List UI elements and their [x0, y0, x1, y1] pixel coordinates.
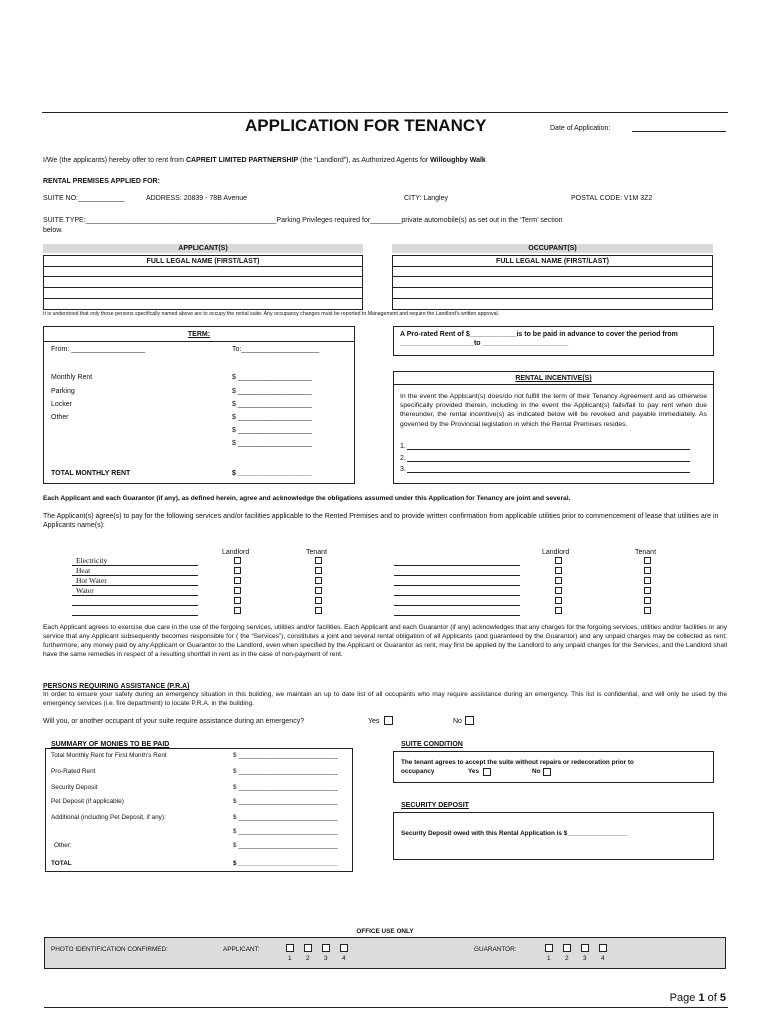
suite-condition-no-checkbox[interactable] — [543, 768, 551, 776]
prorated-line2[interactable]: ___________________to ______________________ — [400, 340, 569, 347]
landlord-checkbox[interactable] — [555, 607, 562, 614]
suite-type-field[interactable]: SUITE TYPE:_________________________________________________Parking Privileges required for________private automobile(s) as set out in the ‘Term’ section — [43, 217, 563, 224]
term-row-label: Other — [51, 414, 69, 421]
pra-heading: PERSONS REQUIRING ASSISTANCE (P.R.A) — [43, 683, 190, 690]
property-name: Willoughby Walk — [430, 157, 486, 164]
applicant-checkbox-number: 1 — [288, 955, 292, 962]
landlord-checkbox[interactable] — [555, 567, 562, 574]
utility-line — [72, 595, 198, 596]
guarantor-id-checkbox[interactable] — [563, 944, 571, 952]
utilities-landlord-header-left: Landlord — [222, 549, 250, 556]
term-row-value[interactable]: $ ___________________ — [232, 427, 312, 434]
suite-condition-no-label: No — [532, 768, 541, 775]
incentive-item-1[interactable] — [400, 442, 690, 451]
utility-line-right[interactable] — [394, 585, 520, 586]
tenant-checkbox[interactable] — [315, 567, 322, 574]
tenant-checkbox[interactable] — [315, 587, 322, 594]
applicant-row-3[interactable] — [44, 287, 362, 288]
page-total: 5 — [719, 992, 726, 1004]
applicants-name-header: FULL LEGAL NAME (FIRST/LAST) — [146, 258, 260, 265]
total-monthly-rent-label: TOTAL MONTHLY RENT — [51, 470, 131, 477]
pra-yes-label: Yes — [368, 718, 380, 725]
total-monthly-rent-value[interactable]: $ ___________________ — [232, 470, 312, 477]
incentive-line-3[interactable] — [407, 472, 690, 473]
page-title: APPLICATION FOR TENANCY — [245, 116, 487, 135]
page-number — [670, 992, 726, 1005]
term-row-label: Monthly Rent — [51, 374, 93, 381]
tenant-checkbox[interactable] — [644, 567, 651, 574]
incentive-heading: RENTAL INCENTIVE(S) — [515, 375, 592, 382]
occupant-row-2[interactable] — [393, 276, 712, 277]
prorated-line1[interactable]: A Pro-rated Rent of $____________is to be paid in advance to cover the period from — [400, 331, 678, 338]
monies-total-label: TOTAL — [51, 860, 72, 867]
security-deposit-text[interactable]: Security Deposit owed with this Rental Application is $_________________ — [401, 830, 628, 837]
landlord-checkbox[interactable] — [234, 607, 241, 614]
office-use-box — [44, 937, 726, 969]
term-box — [43, 326, 355, 484]
applicant-checkbox-number: 4 — [342, 955, 346, 962]
monies-row-value[interactable]: $ ____________________________ — [233, 814, 338, 821]
occupants-name-header: FULL LEGAL NAME (FIRST/LAST) — [496, 258, 609, 265]
applicant-checkbox-number: 3 — [324, 955, 328, 962]
monies-box — [45, 748, 353, 872]
monies-row-value[interactable]: $ ____________________________ — [233, 768, 338, 775]
term-heading: TERM: — [187, 331, 211, 338]
security-deposit-heading: SECURITY DEPOSIT — [401, 802, 469, 809]
landlord-checkbox[interactable] — [555, 587, 562, 594]
date-label: Date of Application: — [550, 125, 611, 132]
guarantor-checkbox-number: 2 — [565, 955, 569, 962]
guarantor-id-checkbox[interactable] — [599, 944, 607, 952]
term-row-value[interactable]: $ ___________________ — [232, 414, 312, 421]
incentive-item-number: 1. — [400, 443, 406, 450]
landlord-checkbox[interactable] — [555, 577, 562, 584]
utility-line-right[interactable] — [394, 605, 520, 606]
monies-row-label: Pro-Rated Rent — [51, 768, 96, 775]
tenant-checkbox[interactable] — [315, 597, 322, 604]
pra-yes-checkbox[interactable] — [384, 716, 393, 725]
term-divider — [44, 341, 354, 342]
utilities-tenant-header-left: Tenant — [306, 549, 328, 556]
postal-code-text: POSTAL CODE: V1M 3Z2 — [571, 195, 653, 202]
incentive-item-number: 2. — [400, 455, 406, 462]
term-row-value[interactable]: $ ___________________ — [232, 374, 312, 381]
incentive-item-2[interactable] — [400, 454, 690, 463]
intro-text — [43, 156, 733, 165]
page-prefix: Page — [669, 992, 696, 1004]
utility-line-right[interactable] — [394, 615, 520, 616]
landlord-checkbox[interactable] — [555, 557, 562, 564]
page-current: 1 — [698, 992, 705, 1004]
guarantor-checkbox-number: 3 — [583, 955, 587, 962]
utility-line — [72, 575, 198, 576]
incentive-divider — [394, 384, 713, 385]
utility-line — [72, 565, 198, 566]
landlord-checkbox[interactable] — [234, 577, 241, 584]
intro-part1: I/We (the applicants) hereby offer to rent from — [43, 157, 184, 164]
incentive-item-3[interactable] — [400, 465, 690, 474]
incentive-line-2[interactable] — [407, 461, 690, 462]
occupant-row-1[interactable] — [393, 266, 712, 267]
date-of-application-label — [550, 124, 610, 133]
photo-id-label: PHOTO IDENTIFICATION CONFIRMED: — [51, 946, 168, 953]
utility-label: Water — [76, 586, 94, 595]
utility-line[interactable] — [72, 615, 198, 616]
applicant-row-4[interactable] — [44, 298, 362, 299]
utility-label: Electricity — [76, 556, 108, 565]
applicant-id-checkbox[interactable] — [304, 944, 312, 952]
tenant-checkbox[interactable] — [644, 607, 651, 614]
landlord-checkbox[interactable] — [234, 567, 241, 574]
monies-row-label: Total Monthly Rent for First Month’s Rent — [51, 752, 167, 759]
applicant-row-2[interactable] — [44, 276, 362, 277]
pra-no-label: No — [453, 718, 462, 725]
applicant-label: APPLICANT: — [223, 946, 260, 953]
applicant-id-checkbox[interactable] — [286, 944, 294, 952]
tenant-checkbox[interactable] — [644, 577, 651, 584]
tenant-checkbox[interactable] — [315, 577, 322, 584]
incentive-box — [393, 371, 714, 484]
landlord-checkbox[interactable] — [555, 597, 562, 604]
applicants-header: APPLICANT(S) — [43, 244, 363, 253]
term-from-field[interactable]: From: ___________________ — [51, 346, 146, 353]
utility-line-right[interactable] — [394, 595, 520, 596]
guarantor-id-checkbox[interactable] — [545, 944, 553, 952]
monies-total-value[interactable]: $ ____________________________ — [233, 860, 338, 867]
utilities-tenant-header-right: Tenant — [635, 549, 657, 556]
term-row-value[interactable]: $ ___________________ — [232, 440, 312, 447]
occupants-table[interactable] — [392, 255, 713, 310]
term-row-value[interactable]: $ ___________________ — [232, 388, 312, 395]
tenant-checkbox[interactable] — [644, 557, 651, 564]
suite-no-field[interactable]: SUITE NO:____________ — [43, 195, 125, 202]
utility-line — [72, 585, 198, 586]
pra-question: Will you, or another occupant of your suite require assistance during an emergency? — [43, 718, 305, 725]
monies-row-value[interactable]: $ ____________________________ — [233, 842, 338, 849]
term-row-label: Locker — [51, 401, 73, 408]
applicant-id-checkbox[interactable] — [340, 944, 348, 952]
term-row-value[interactable]: $ ___________________ — [232, 401, 312, 408]
applicant-row-1[interactable] — [44, 266, 362, 267]
applicants-table[interactable] — [43, 255, 363, 310]
occupant-row-4[interactable] — [393, 298, 712, 299]
monies-row-value[interactable]: $ ____________________________ — [233, 784, 338, 791]
occupants-header: OCCUPANT(S) — [392, 244, 713, 253]
tenant-checkbox[interactable] — [315, 607, 322, 614]
utilities-text: The Applicant(s) agree(s) to pay for the following services and/or facilities applicable to the Rented Premises and to provide written confirmation from applicable utilities prior to commencement of lease that utilities are in Applicants name(s): — [43, 513, 719, 529]
care-text: Each Applicant agrees to exercise due care in the use of the forgoing services, utilities and/or facilities. Each Applicant and each Guarantor (if any) acknowledges that any charges for the forgoing services, utilities and/or facilities or any service that any Applicant subsequently becomes responsible for ( the “Services”), constitutes a joint and several rental obligation of all Applicants (and guaranteed by the Guarantor) and any unpaid charges may be collected as rent; furthermore, any money paid by any Applicant or Guarantor to the Landlord, even when specified by the Applicant or Guarantor as rent, may first be applied by the Landlord to any unpaid charges for the Services, and the Landlord shall have the same remedies in respect of a resulting shortfall in rent as in the case of non-payment of rent. — [43, 624, 727, 658]
pra-text: In order to ensure your safety during an emergency situation in this building, we maintain an up to date list of all occupants who may require assistance during an emergency. This list is confidential, and will only be used by the emergency services (i.e. fire department) to locate P.R.A. in the building. — [43, 691, 727, 707]
term-to-field[interactable]: To:____________________ — [232, 346, 320, 353]
tenant-checkbox[interactable] — [644, 597, 651, 604]
landlord-name: CAPREIT LIMITED PARTNERSHIP — [185, 157, 299, 164]
utility-line-right[interactable] — [394, 575, 520, 576]
incentive-text: In the event the Applicant(s) does/do not fulfill the term of their Tenancy Agreement and as otherwise specifically provided therein, including in the event the Applicant(s) fails/fail to pay rent when due thereunder, the rental incentive(s) as indicated below will be revoked and payable immediately. As governed by the Provincial legislation in which the Rental Premises resides. — [400, 393, 707, 428]
applicant-checkbox-number: 2 — [306, 955, 310, 962]
landlord-checkbox[interactable] — [234, 587, 241, 594]
suite-condition-heading: SUITE CONDITION — [401, 741, 463, 748]
occupant-row-3[interactable] — [393, 287, 712, 288]
monies-row-label: Security Deposit — [51, 784, 98, 791]
footer-rule — [44, 1007, 728, 1008]
utility-line[interactable] — [72, 605, 198, 606]
landlord-checkbox[interactable] — [234, 557, 241, 564]
suite-condition-yes-label: Yes — [468, 768, 480, 775]
utility-label: Hot Water — [76, 576, 107, 585]
premises-heading: RENTAL PREMISES APPLIED FOR: — [43, 178, 160, 185]
address-text: ADDRESS: 20839 - 78B Avenue — [146, 195, 248, 202]
suite-condition-box — [393, 751, 714, 783]
intro-part2: (the “Landlord”), as Authorized Agents for — [300, 157, 429, 164]
landlord-checkbox[interactable] — [234, 597, 241, 604]
suite-condition-yes-checkbox[interactable] — [483, 768, 491, 776]
prorated-box — [393, 326, 714, 356]
pra-no-checkbox[interactable] — [465, 716, 474, 725]
incentive-line-1[interactable] — [407, 449, 690, 450]
top-rule — [42, 112, 728, 113]
guarantor-checkbox-number: 4 — [601, 955, 605, 962]
suite-condition-text: The tenant agrees to accept the suite without repairs or redecoration prior to — [401, 759, 634, 766]
guarantor-label: GUARANTOR: — [474, 946, 517, 953]
city-text: CITY: Langley — [404, 195, 448, 202]
monies-heading: SUMMARY OF MONIES TO BE PAID — [51, 741, 170, 748]
occupancy-label: occupancy — [401, 768, 435, 775]
monies-row-value[interactable]: $ ____________________________ — [233, 828, 338, 835]
joint-obligation-text: Each Applicant and each Guarantor (if any), as defined herein, agree and acknowledge the obligations assumed under this Application for Tenancy are joint and several. — [43, 495, 571, 502]
applicant-id-checkbox[interactable] — [322, 944, 330, 952]
utilities-landlord-header-right: Landlord — [542, 549, 570, 556]
tenant-checkbox[interactable] — [644, 587, 651, 594]
monies-row-label: Additional (including Pet Deposit, if any): — [51, 814, 166, 821]
incentive-item-number: 3. — [400, 466, 406, 473]
occupancy-note: It is understood that only those persons specifically named above are to occupy the rental suite. Any occupancy changes must be reported to Management and require the Landlord’s written approval. — [43, 311, 500, 317]
security-deposit-box — [393, 812, 714, 860]
utility-label: Heat — [76, 566, 91, 575]
monies-row-label: Other: — [54, 842, 72, 849]
tenant-checkbox[interactable] — [315, 557, 322, 564]
guarantor-id-checkbox[interactable] — [581, 944, 589, 952]
monies-row-label: Pet Deposit (if applicable) — [51, 798, 124, 805]
guarantor-checkbox-number: 1 — [547, 955, 551, 962]
date-of-application-field[interactable] — [632, 131, 726, 132]
suite-type-cont: below. — [43, 227, 63, 234]
monies-row-value[interactable]: $ ____________________________ — [233, 798, 338, 805]
term-row-label: Parking — [51, 388, 75, 395]
office-use-heading: OFFICE USE ONLY — [356, 928, 414, 935]
page-of: of — [707, 992, 717, 1004]
utility-line-right[interactable] — [394, 565, 520, 566]
monies-row-value[interactable]: $ ____________________________ — [233, 752, 338, 759]
